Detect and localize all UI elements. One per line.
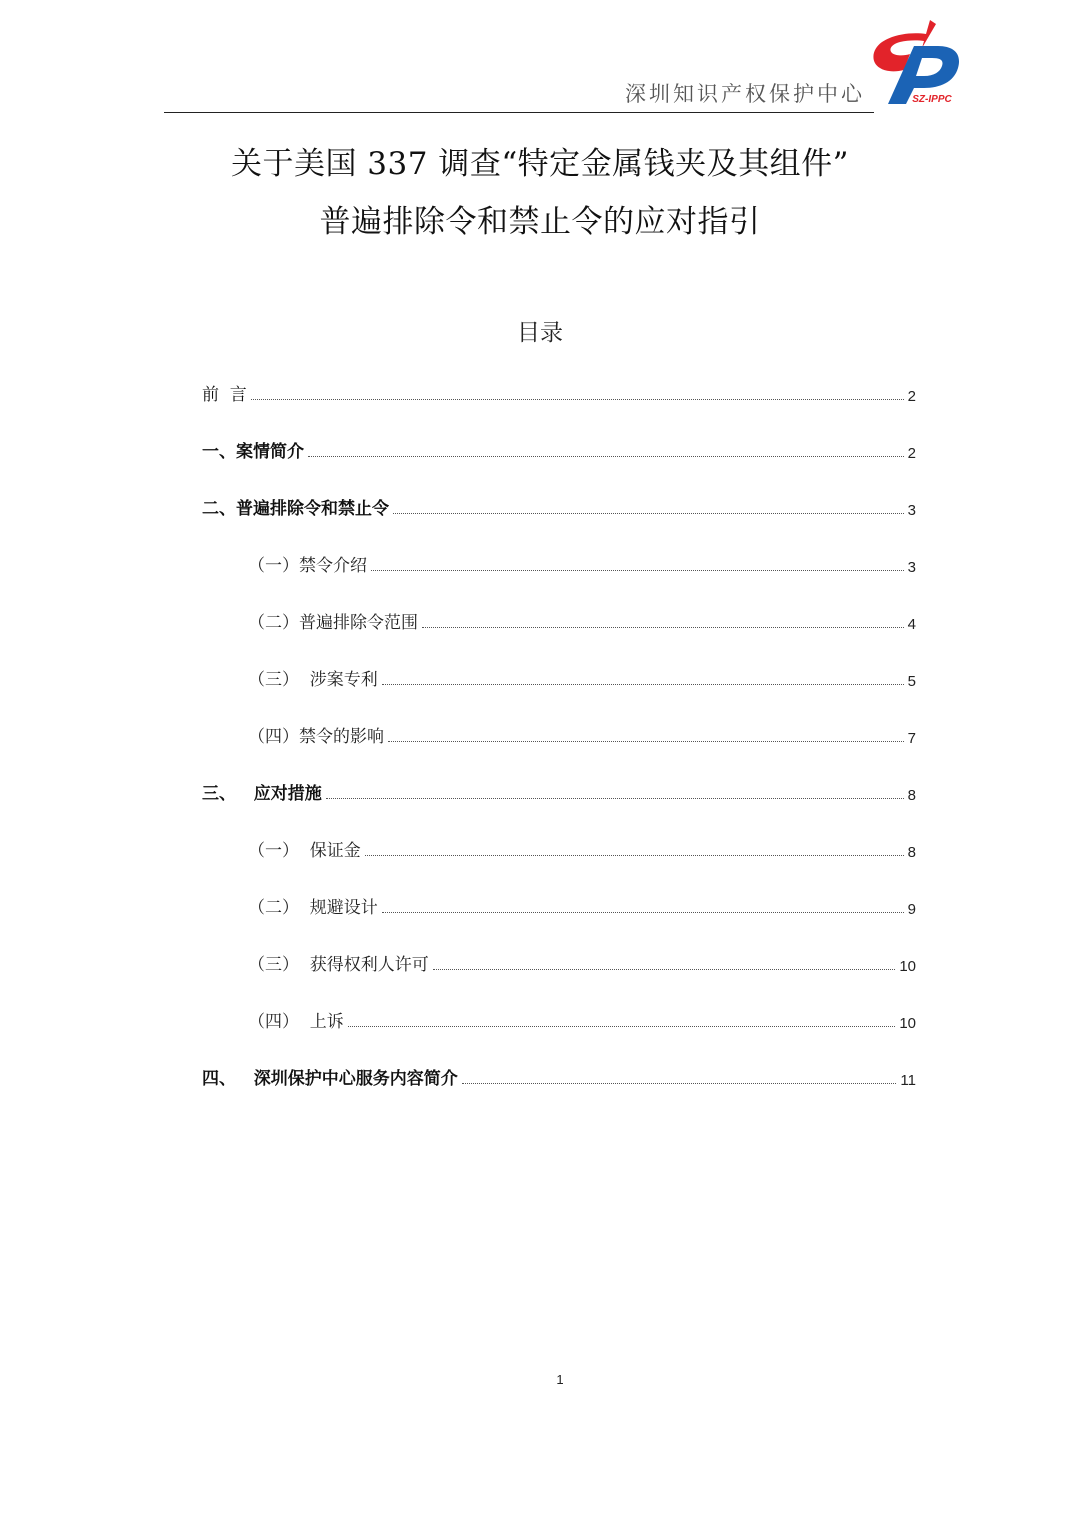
- page-number: 1: [556, 1372, 564, 1387]
- toc-entry-page: 3: [907, 559, 916, 576]
- toc-entry-page: 8: [907, 844, 916, 861]
- document-title-line-2: 普遍排除令和禁止令的应对指引: [319, 204, 761, 240]
- toc-entry[interactable]: [248, 894, 916, 918]
- toc-dot-leader: [348, 1026, 896, 1027]
- toc-entry-label: （四）禁令的影响: [248, 727, 384, 747]
- toc-dot-leader: [422, 627, 904, 628]
- toc-entry[interactable]: [248, 609, 916, 633]
- toc-entry[interactable]: [248, 666, 916, 690]
- toc-entry[interactable]: [202, 1065, 916, 1089]
- toc-dot-leader: [393, 513, 904, 514]
- toc-entry-page: 7: [907, 730, 916, 747]
- toc-heading: 目录: [517, 320, 563, 346]
- toc-entry-page: 4: [907, 616, 916, 633]
- toc-entry-label: （一）禁令介绍: [248, 556, 367, 576]
- toc-dot-leader: [433, 969, 896, 970]
- toc-dot-leader: [251, 399, 904, 400]
- toc-dot-leader: [308, 456, 904, 457]
- toc-entry-label: （二）普遍排除令范围: [248, 613, 418, 633]
- toc-entry-label: 三、 应对措施: [202, 784, 322, 804]
- toc-entry-label: （一） 保证金: [248, 841, 361, 861]
- toc-entry-page: 3: [907, 502, 916, 519]
- toc-entry-label: 四、 深圳保护中心服务内容简介: [202, 1069, 458, 1089]
- toc-entry-label: 二、普遍排除令和禁止令: [202, 499, 389, 519]
- logo-text: SZ-IPPC: [912, 94, 952, 105]
- toc-entry-label: （三） 获得权利人许可: [248, 955, 429, 975]
- toc-entry[interactable]: [248, 1008, 916, 1032]
- toc-dot-leader: [326, 798, 904, 799]
- toc-entry-page: 2: [907, 388, 916, 405]
- toc-entry-label: 一、案情简介: [202, 442, 304, 462]
- toc-dot-leader: [371, 570, 904, 571]
- toc-entry-page: 11: [900, 1072, 916, 1089]
- toc-dot-leader: [388, 741, 904, 742]
- sz-ippc-logo: [866, 18, 966, 110]
- toc-entry[interactable]: [202, 381, 916, 405]
- toc-entry-page: 9: [907, 901, 916, 918]
- logo-red-shape: [873, 20, 936, 71]
- toc-entry[interactable]: [248, 951, 916, 975]
- toc-entry-page: 8: [907, 787, 916, 804]
- toc-entry-label: （三） 涉案专利: [248, 670, 378, 690]
- toc-dot-leader: [365, 855, 904, 856]
- header-org-name: 深圳知识产权保护中心: [625, 82, 865, 106]
- toc-entry-page: 10: [899, 1015, 916, 1032]
- toc-dot-leader: [382, 912, 904, 913]
- toc-dot-leader: [382, 684, 904, 685]
- toc-entry-page: 5: [907, 673, 916, 690]
- toc-entry-label: 前 言: [202, 385, 247, 405]
- toc-entry-label: （四） 上诉: [248, 1012, 344, 1032]
- toc-entry[interactable]: [202, 780, 916, 804]
- header-divider: [164, 112, 874, 113]
- toc-entry[interactable]: [248, 837, 916, 861]
- toc-entry[interactable]: [248, 552, 916, 576]
- toc-entry[interactable]: [202, 438, 916, 462]
- toc-entry[interactable]: [202, 495, 916, 519]
- toc-entry[interactable]: [248, 723, 916, 747]
- document-title-line-1: 关于美国 337 调查“特定金属钱夹及其组件”: [230, 146, 850, 182]
- toc-entry-page: 2: [907, 445, 916, 462]
- toc-entry-label: （二） 规避设计: [248, 898, 378, 918]
- toc-dot-leader: [462, 1083, 897, 1084]
- toc-entry-page: 10: [899, 958, 916, 975]
